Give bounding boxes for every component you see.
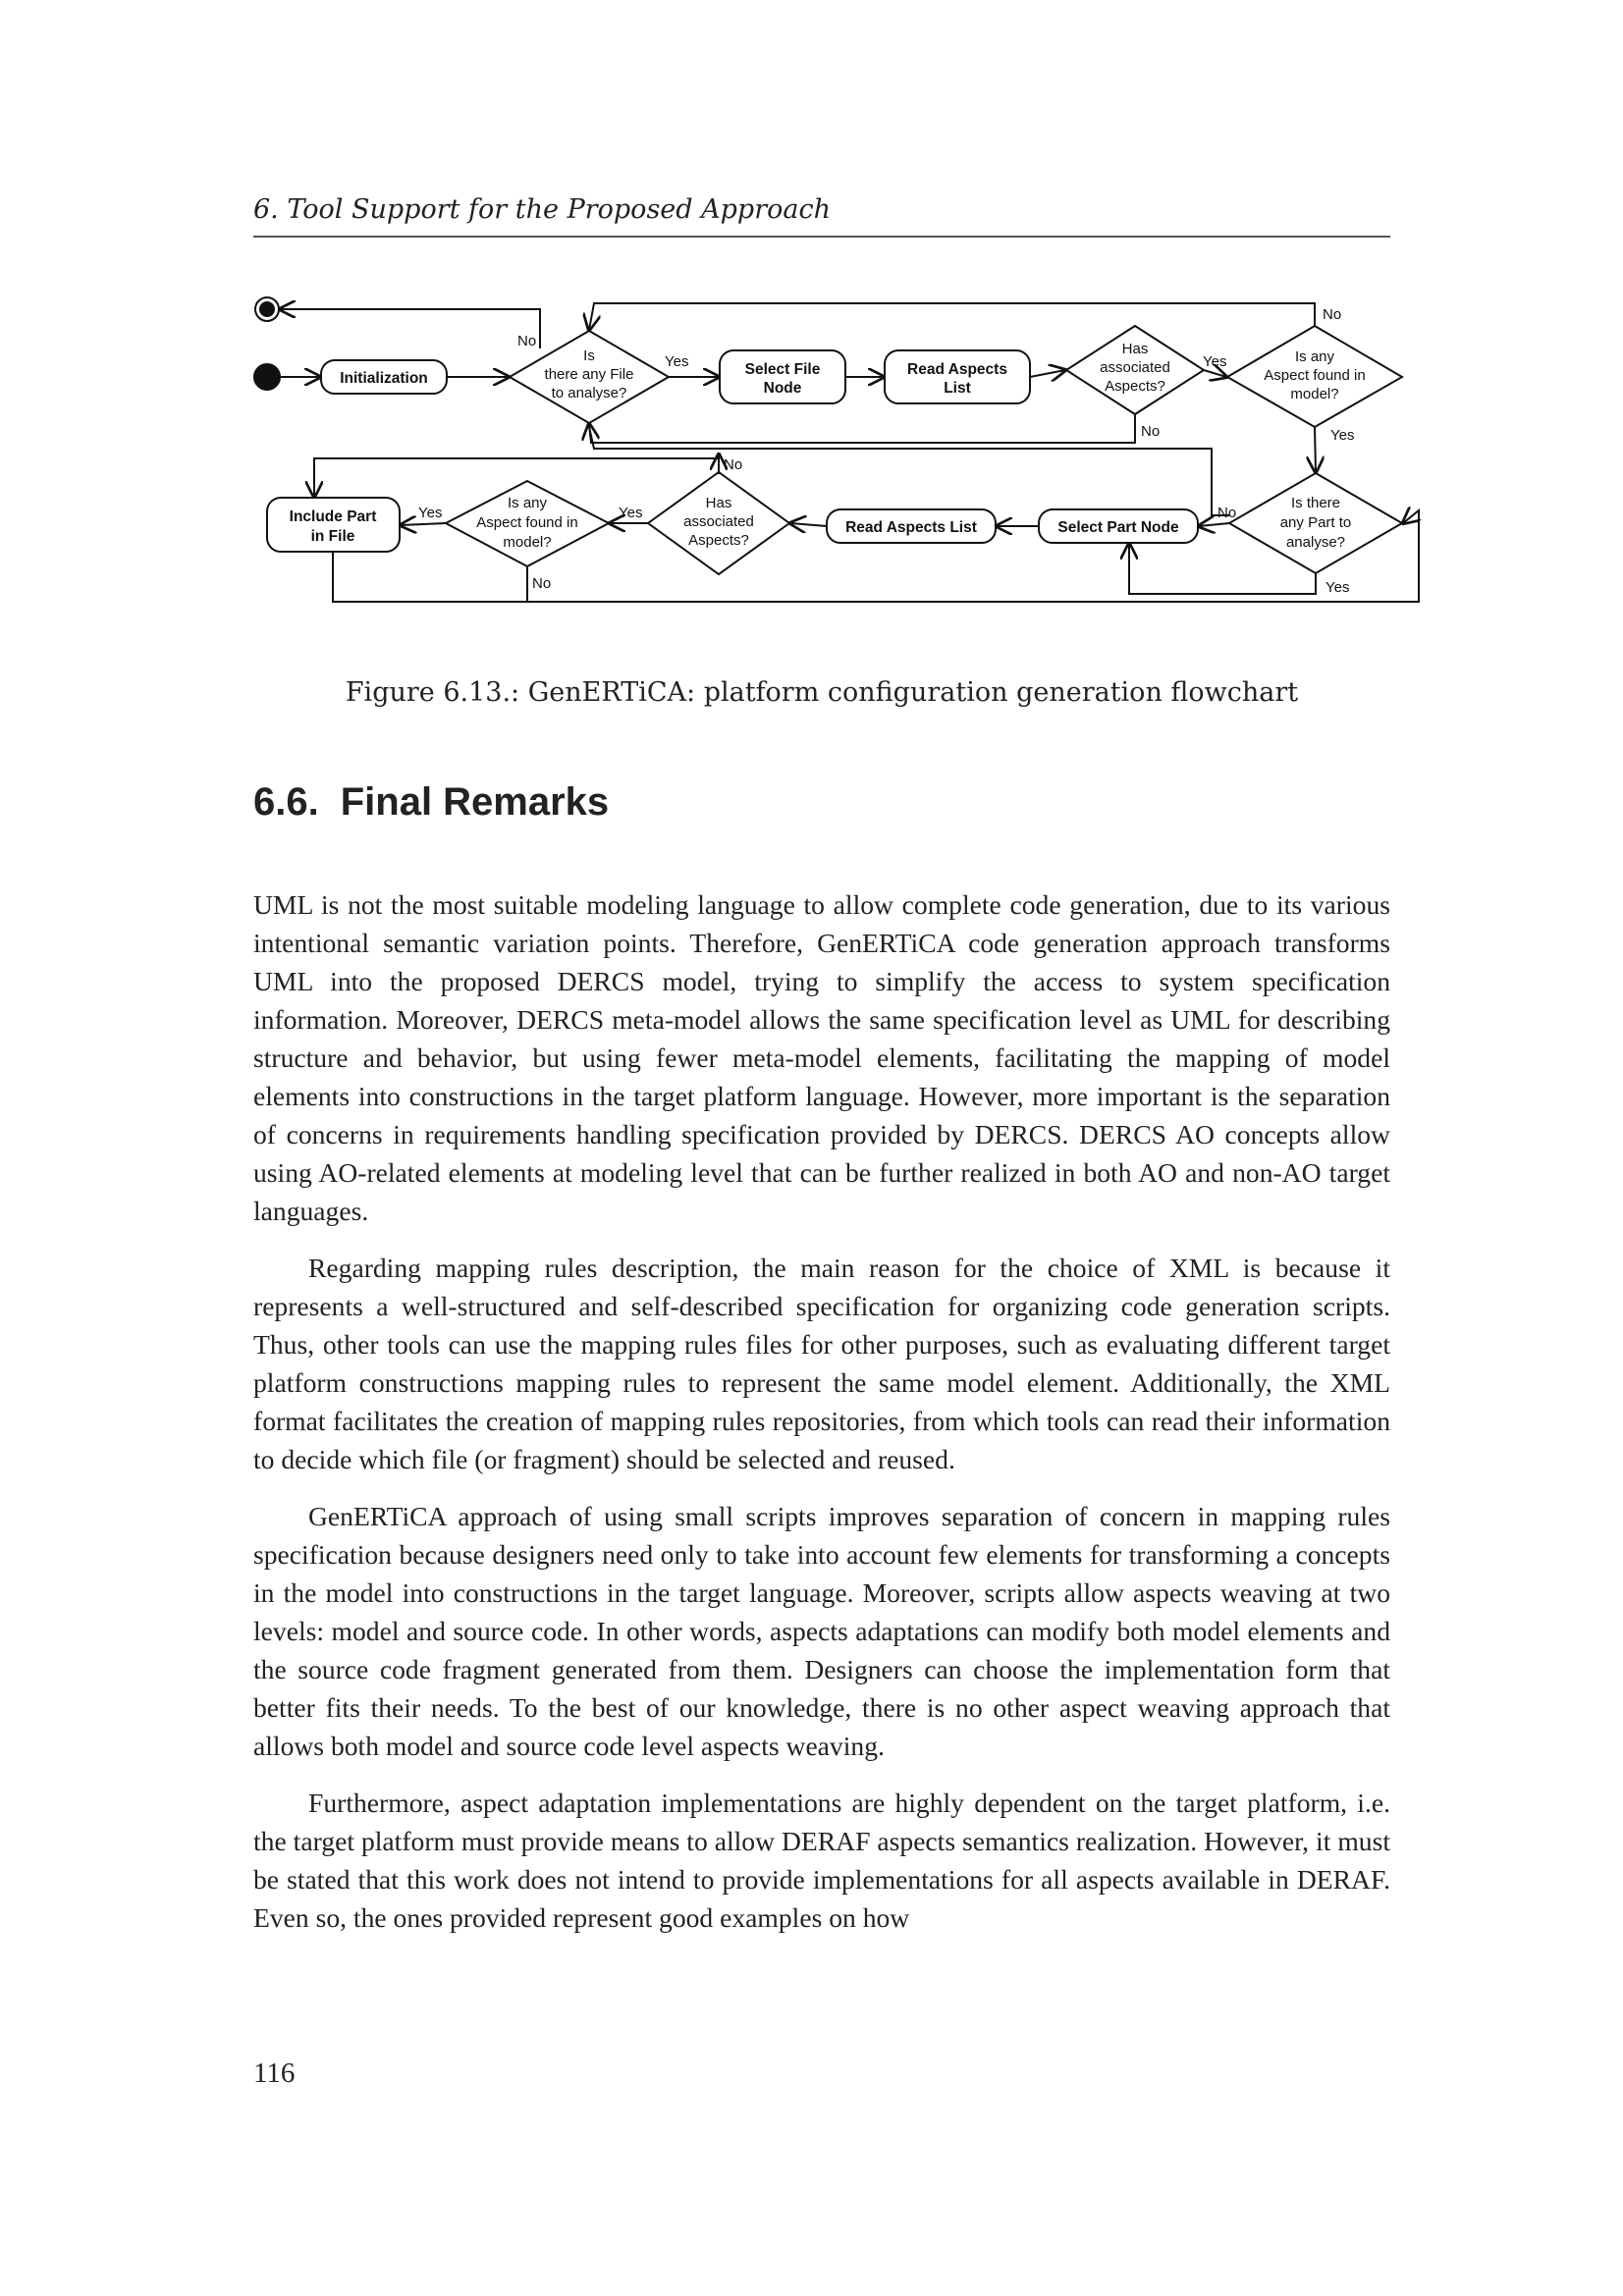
guard-part-no: No [1217,505,1237,521]
guard-aspect-bottom-yes: Yes [418,505,443,521]
guard-part-yes: Yes [1325,579,1350,596]
page-number: 116 [253,2057,296,2089]
flowchart-figure [245,290,1424,623]
decision-aspect-top-3: model? [1290,386,1339,402]
node-initialization: Initialization [340,370,428,387]
decision-aspect-top-2: Aspect found in [1264,367,1366,384]
decision-is-file-2: there any File [544,366,634,383]
guard-is-file-yes: Yes [665,353,689,370]
section-heading [253,780,609,825]
section-title: Final Remarks [340,780,610,824]
guard-aspect-bottom-no: No [532,575,552,592]
decision-aspect-top-1: Is any [1294,348,1335,365]
guard-is-file-no: No [517,333,537,349]
node-select-file-2: Node [763,380,802,397]
section-number: 6.6. [253,780,319,824]
decision-aspect-bottom-3: model? [503,534,552,551]
node-include-part-2: in File [310,528,355,545]
node-select-file-1: Select File [744,361,821,378]
decision-part-3: analyse? [1285,534,1346,551]
decision-is-file-3: to analyse? [551,385,627,401]
running-header [253,194,1390,238]
decision-has-assoc-bottom-3: Aspects? [688,532,749,549]
node-select-part: Select Part Node [1057,519,1179,536]
guard-has-assoc-top-yes: Yes [1203,353,1227,370]
node-read-aspects-top-1: Read Aspects [907,361,1007,378]
guard-has-assoc-top-no: No [1141,423,1161,440]
guard-has-assoc-bottom-yes: Yes [619,505,643,521]
decision-has-assoc-top-1: Has [1121,341,1149,357]
decision-part-2: any Part to [1279,514,1352,531]
node-read-aspects-bottom: Read Aspects List [845,519,977,536]
initial-node [254,364,280,390]
decision-has-assoc-bottom-1: Has [705,495,732,511]
running-title: 6. Tool Support for the Proposed Approach [253,194,831,225]
paragraph: UML is not the most suitable modeling language to allow complete code generation, due to its various intentional semantic variation points. Therefore, GenERTiCA code generation approach transforms UML into the proposed DERCS model, trying to simplify the access to system specification information. Moreover, DERCS meta-model allows the same specification level as UML for describing structure and behavior, but using fewer meta-model elements, facilitating the mapping of model elements into constructions in the target platform language. However, more important is the separation of concerns in requirements handling specification provided by DERCS. DERCS AO concepts allow using AO-related elements at modeling level that can be further realized in both AO and non-AO target languages. [253,889,1390,1226]
decision-has-assoc-top-2: associated [1100,359,1170,376]
guard-aspect-top-no: No [1323,306,1342,323]
decision-aspect-bottom-2: Aspect found in [476,514,578,531]
body-text [253,885,1390,1955]
node-read-aspects-top-2: List [944,380,971,397]
guard-aspect-top-yes: Yes [1330,427,1355,444]
flowchart-diagram [245,290,1424,623]
decision-part-1: Is there [1290,495,1341,511]
paragraph: Furthermore, aspect adaptation implementations are highly dependent on the target platform, i.e. the target platform must provide means to allow DERAF aspects semantics realization. However, it must be stated that this work does not intend to provide implementations for all aspects available in DERAF. Even so, the ones provided represent good examples on how [253,1788,1390,1933]
final-node-inner [260,302,274,316]
decision-is-file-1: Is [583,347,595,364]
decision-aspect-bottom-1: Is any [507,495,548,511]
paragraph: Regarding mapping rules description, the main reason for the choice of XML is because it represents a well-structured and self-described specification for organizing code generation scripts. Thus, other tools can use the mapping rules files for other purposes, such as evaluating different target platform constructions mapping rules to represent the same model element. Additionally, the XML format facilitates the creation of mapping rules repositories, from which tools can read their information to decide which file (or fragment) should be selected and reused. [253,1253,1390,1474]
decision-has-assoc-bottom-2: associated [683,513,754,530]
node-include-part-1: Include Part [289,508,377,525]
figure-caption: Figure 6.13.: GenERTiCA: platform configuration generation flowchart [345,677,1299,708]
paragraph: GenERTiCA approach of using small scripts improves separation of concern in mapping rules specification because designers need only to take into account few elements for transforming a concepts in the model into constructions in the target language. Moreover, scripts allow aspects weaving at two levels: model and source code. In other words, aspects adaptations can modify both model elements and the source code fragment generated from them. Designers can choose the implementation form that better fits their needs. To the best of our knowledge, there is no other aspect weaving approach that allows both model and source code level aspects weaving. [253,1501,1390,1761]
guard-has-assoc-bottom-no: No [724,456,743,473]
decision-has-assoc-top-3: Aspects? [1105,378,1165,395]
